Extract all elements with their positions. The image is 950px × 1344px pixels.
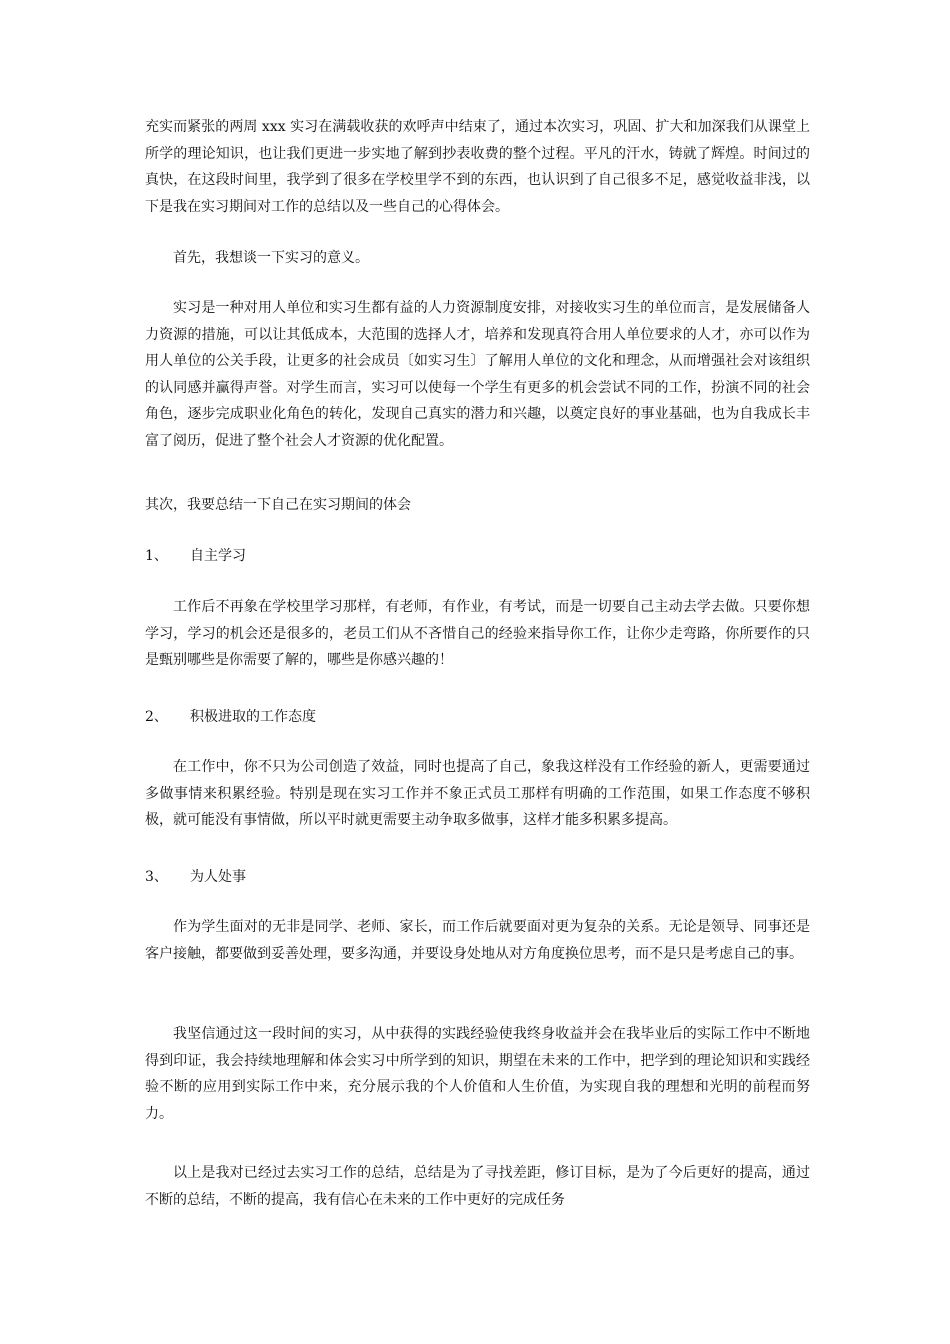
section-2-body: 在工作中，你不只为公司创造了效益，同时也提高了自己，象我这样没有工作经验的新人，更需要通过多做事情来积累经验。特别是现在实习工作并不象正式员工那样有明确的工作范围，如果工作态度不够积极，就可能没有事情做，所以平时就更需要主动争取多做事，这样才能多积累多提高。 [145,759,810,828]
section-2-title: 积极进取的工作态度 [190,709,316,725]
conclusion-paragraph: 以上是我对已经过去实习工作的总结，总结是为了寻找差距，修订目标，是为了今后更好的提高，通过不断的总结，不断的提高，我有信心在未来的工作中更好的完成任务 [145,1165,810,1208]
section-3-body: 作为学生面对的无非是同学、老师、家长，而工作后就要面对更为复杂的关系。无论是领导、同事还是客户接触，都要做到妥善处理，要多沟通，并要设身处地从对方角度换位思考，而不是只是考虑自己的事。 [145,919,810,962]
section-3-number: 3、 [145,869,168,885]
first-heading: 首先，我想谈一下实习的意义。 [173,250,369,266]
belief-paragraph: 我坚信通过这一段时间的实习，从中获得的实践经验使我终身收益并会在我毕业后的实际工作中不断地得到印证，我会持续地理解和体会实习中所学到的知识，期望在未来的工作中，把学到的理论知识和实践经验不断的应用到实际工作中来，充分展示我的个人价值和人生价值，为实现自我的理想和光明的前程而努力。 [145,1026,810,1122]
section-3-heading [145,864,246,891]
section-1-heading [145,543,246,570]
intro-paragraph: 充实而紧张的两周 xxx 实习在满载收获的欢呼声中结束了，通过本次实习，巩固、扩大和加深我们从课堂上所学的理论知识，也让我们更进一步实地了解到抄表收费的整个过程。平凡的汗水，铸就了辉煌。时间过的真快，在这段时间里，我学到了很多在学校里学不到的东西，也认识到了自己很多不足，感觉收益非浅，以下是我在实习期间对工作的总结以及一些自己的心得体会。 [145,119,810,215]
section-1-number: 1、 [145,548,168,564]
second-heading: 其次，我要总结一下自己在实习期间的体会 [145,497,411,513]
section-1-title: 自主学习 [190,548,246,564]
section-1-body: 工作后不再象在学校里学习那样，有老师，有作业，有考试，而是一切要自己主动去学去做。只要你想学习，学习的机会还是很多的，老员工们从不吝惜自己的经验来指导你工作，让你少走弯路，你所要作的只是甄别哪些是你需要了解的，哪些是你感兴趣的！ [145,599,810,668]
section-3-title: 为人处事 [190,869,246,885]
meaning-paragraph: 实习是一种对用人单位和实习生都有益的人力资源制度安排，对接收实习生的单位而言，是发展储备人力资源的措施，可以让其低成本，大范围的选择人才，培养和发现真符合用人单位要求的人才，亦可以作为用人单位的公关手段，让更多的社会成员〔如实习生〕了解用人单位的文化和理念，从而增强社会对该组织的认同感并赢得声誉。对学生而言，实习可以使每一个学生有更多的机会尝试不同的工作，扮演不同的社会角色，逐步完成职业化角色的转化，发现自己真实的潜力和兴趣，以奠定良好的事业基础，也为自我成长丰富了阅历，促进了整个社会人才资源的优化配置。 [145,300,810,449]
section-2-heading [145,704,316,731]
section-2-number: 2、 [145,709,168,725]
